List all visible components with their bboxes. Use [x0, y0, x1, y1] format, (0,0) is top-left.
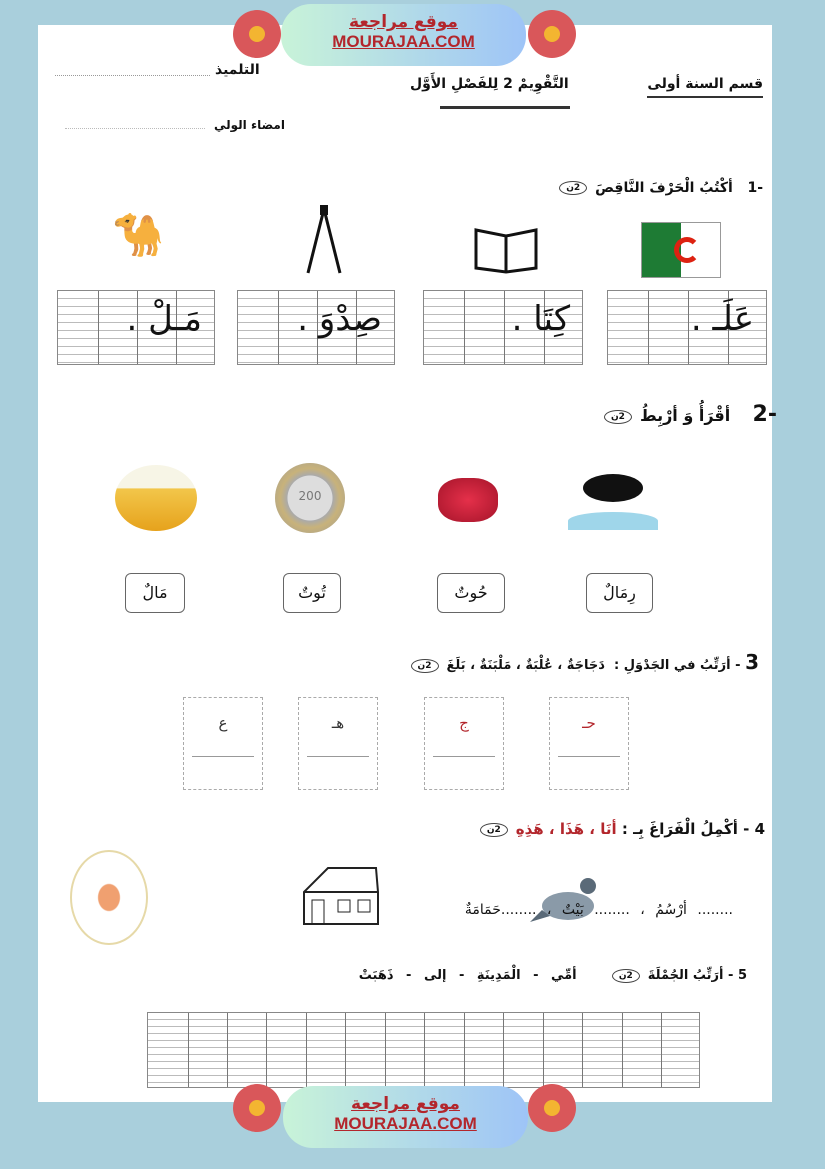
exercise-2-title: -2 أقْرَأُ وَ أرْبِطُ2ن: [596, 402, 777, 427]
watermark-banner-top[interactable]: موقع مراجعة MOURAJAA.COM: [281, 4, 526, 66]
title-underline: [440, 106, 570, 109]
student-label: التلميذ: [215, 62, 260, 78]
exercise-3-title: 3 - أرَتِّبُ في الجَدْوَلِ : دَجَاجَةٌ ، عُلْبَةٌ ، مَلْبَنَةٌ ، بَلَغَ2ن: [403, 650, 759, 674]
drawing-boy-image: [70, 850, 148, 945]
logo-badge-right: [528, 10, 576, 58]
compass-image: [302, 205, 347, 277]
exam-title: التَّقْوِيمْ 2 لِلفَصْلِ الأَوَّل: [410, 76, 569, 92]
logo-badge-bottom-right: [528, 1084, 576, 1132]
sort-card-ain[interactable]: ع: [183, 697, 263, 790]
word-box-3[interactable]: كِتَا .: [423, 290, 583, 365]
sentence-writing-grid[interactable]: [147, 1012, 700, 1088]
exercise-4-title: 4 - أكْمِلُ الْفَرَاغَ بِـ : أنَا ، هَذَا ، هَذِهِ2ن: [472, 820, 765, 838]
logo-badge-left: [233, 10, 281, 58]
sort-card-jim[interactable]: ج: [424, 697, 504, 790]
word-box-4[interactable]: عَلَـ .: [607, 290, 767, 365]
word-box-1[interactable]: مَـلْ .: [57, 290, 215, 365]
exercise-4-sentence[interactable]: ........ أرْسُمُ ، ........ بَيْتٌ ، ........حَمَامَةٌ: [464, 902, 733, 918]
sort-card-hha[interactable]: حـ: [549, 697, 629, 790]
class-level: قسم السنة أولى: [647, 76, 763, 98]
algeria-flag-image: [641, 222, 721, 278]
word-box-2[interactable]: صِدْوَ .: [237, 290, 395, 365]
sort-card-ha[interactable]: هـ: [298, 697, 378, 790]
word-card-rimal[interactable]: رِمَالٌ: [586, 573, 653, 613]
student-name-line[interactable]: [55, 75, 210, 76]
house-image: [298, 862, 383, 930]
exercise-5-title: 5 - أرَتِّبُ الجُمْلَةَ2ن أمِّي - الْمَدِينَةِ - إلى - ذَهَبَتْ: [358, 968, 747, 983]
guardian-label: امضاء الولي: [214, 118, 285, 132]
watermark-banner-bottom[interactable]: موقع مراجعة MOURAJAA.COM: [283, 1086, 528, 1148]
word-card-hut[interactable]: حُوتٌ: [437, 573, 505, 613]
word-card-mal[interactable]: مَالٌ: [125, 573, 185, 613]
guardian-signature-line[interactable]: [65, 128, 205, 129]
camel-image: 🐪: [112, 210, 165, 259]
sand-dunes-image: [115, 465, 197, 531]
exercise-1-title: -1 أكْتُبُ الْحَرْفَ النَّاقِصَ2ن: [551, 180, 763, 196]
word-card-tut[interactable]: تُوتٌ: [283, 573, 341, 613]
raspberries-image: [438, 478, 498, 522]
whale-image: [568, 470, 658, 532]
coin-image: 200: [275, 463, 345, 533]
logo-badge-bottom-left: [233, 1084, 281, 1132]
book-image: [472, 222, 540, 274]
